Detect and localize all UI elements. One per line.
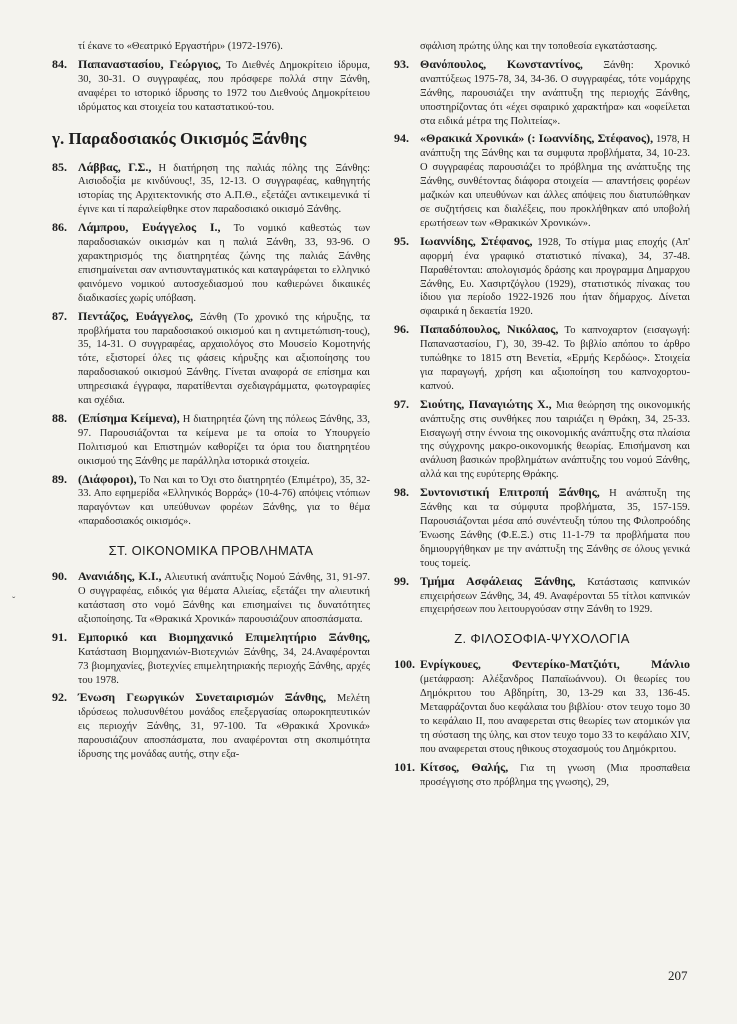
entry-number: 90. — [52, 569, 67, 584]
bib-entry-88 — [52, 412, 370, 469]
entry-text: Το Διεθνές Δημοκρίτειο ίδρυμα, 30, 30-31. Ο συγγραφέας, που πρόσφερε πολλά στην Ξάνθη, αναφέρει το ιστορικό ίδρυσης το 1972 του Διεθνούς Δημοκρίτειου ιδρύματος και στοιχεία του καταστατικού-του. — [78, 59, 370, 113]
bib-entry-95 — [394, 235, 690, 319]
entry-text: Το καπνοχαρτον (εισαγωγή: Παπαναστασίου, Γ), 30, 39-42. Το βιβλίο απόπου το άρθρο τυπώθηκε το 1815 στη Βενετία, «Ερμής Κερδώος». Στοιχεία για παραγωγή, χρήση και αξιοποίηση του καπνοχορτου-καπνού. — [420, 325, 690, 392]
bib-entry-98 — [394, 486, 690, 570]
bib-entry-94 — [394, 132, 690, 230]
entry-text: Η ανάπτυξη της Ξάνθης και τα σύμφυτα προβλήματα, 35, 157-159. Παρουσιάζονται μέσα από συνέντευξη τύπου της Φιλοπροόδης Ένωσης Ξάνθης (Φ.Ε.Ξ.) στις 11-1-79 τα προβλήματα που δημιουργήθηκαν με την ανάπτυξη της Ξάνθης σε όλους γενικά τους τομείς. — [420, 488, 690, 569]
entry-author: (Διάφοροι), — [78, 471, 137, 486]
continued-entry-text: τί έκανε το «Θεατρικό Εργαστήρι» (1972-1976). — [78, 41, 283, 52]
bib-entry-85 — [52, 161, 370, 218]
entry-author: Σιούτης, Παναγιώτης Χ., — [420, 396, 552, 411]
entry-number: 97. — [394, 396, 409, 411]
entry-number: 91. — [52, 629, 67, 644]
entry-author: Κίτσος, Θαλής, — [420, 759, 509, 774]
bib-entry-97 — [394, 398, 690, 482]
bib-entry-99 — [394, 575, 690, 618]
entry-text: Μελέτη ιδρύσεως πολυσυνθέτου μονάδος επεξεργασίας οπωροκηπευτικών εις περιοχήν Ξάνθης, 31, 97-100. Τα «Θρακικά Χρονικά» παρουσιάζουν αποσπάσματα, που αναφέρονται στη σκοπιμότητα ίδρυσης της μονάδας αυτής, στην εξα- — [78, 693, 370, 761]
bib-entry-86 — [52, 221, 370, 305]
entry-author: (Επίσημα Κείμενα), — [78, 410, 180, 425]
entry-text: Για τη γνωση (Μια προσπαθεια προσέγγισης στο πρόβλημα της γνωσης), 29, — [420, 762, 690, 788]
entry-author: Παπαδόπουλος, Νικόλαος, — [420, 322, 559, 337]
entry-author: Συντονιστική Επιτροπή Ξάνθης, — [420, 485, 600, 500]
page-number: 207 — [668, 968, 688, 983]
entry-number: 92. — [52, 690, 67, 705]
bib-entry-100 — [394, 658, 690, 756]
entry-number: 87. — [52, 308, 67, 323]
continued-entry-text: σφάλιση πρώτης ύλης και την τοποθεσία εγκατάστασης. — [420, 41, 658, 52]
entry-number: 100. — [394, 657, 415, 672]
entry-text: 1978, Η ανάπτυξη της Ξάνθης και τα συμφυτα προβλήματα, 34, 10-23. Ο συγγραφέας παρουσιάζει το πρόβλημα της ανάπτυξης της Ξάνθης, συνθέτοντας διάφορα στοιχεία — απαντήσεις φορέων μαζικών και υπευθύνων και άλλες απόψεις που διατυπώθηκαν σε συζητήσεις και διαλέξεις, που προκλήθηκαν από υποβολή ερωτήσεων των «Θρακικών Χρονικών». — [420, 134, 690, 229]
entry-number: 98. — [394, 485, 409, 500]
entry-author: Πεντάζος, Ευάγγελος, — [78, 308, 193, 323]
entry-author: «Θρακικά Χρονικά» (: Ιωαννίδης, Στέφανος), — [420, 131, 654, 146]
entry-author: Λάββας, Γ.Σ., — [78, 159, 152, 174]
entry-number: 84. — [52, 56, 67, 71]
bib-entry-101 — [394, 761, 690, 790]
entry-text: 1928, Το στίγμα μιας εποχής (Απ' αφορμή ένα γραφικό στατιστικό πίνακα), 34, 37-48. Παραθέτονται: απολογισμός δράσης και προγραμμα Δημαρχου Ξάνθης, Ευ. Χασιρτζόγλου (1929), στατιστικός πίνακας του ίδιου για περίοδο 1922-1926 που ήταν δήμαρχος. Δίνεται σφαιρικά η δεκαετία 1920. — [420, 236, 690, 318]
entry-number: 94. — [394, 131, 409, 146]
entry-author: Ανανιάδης, Κ.Ι., — [78, 569, 162, 584]
entry-number: 96. — [394, 322, 409, 337]
entry-text: Η διατηρητέα ζώνη της πόλεως Ξάνθης, 33, 97. Παρουσιάζονται τα κείμενα με τα οποία το Υπουργείο Πολιτισμού και Επιστημών καθορίζει τα όρια του διατηρητέου οικισμού της Ξάνθης με παράλληλα ιστορικά στοιχεία. — [78, 413, 370, 467]
entry-author: Παπαναστασίου, Γεώργιος, — [78, 56, 221, 71]
entry-text: Το Ναι και το Όχι στο διατηρητέο (Επιμέτρο), 35, 32-33. Απο εφημερίδα «Ελληνικός Βορράς» (10-4-76) απόψεις ντόπιων παραγόντων και υπεύθυνων φορέων Ξάνθης, για το θέμα «παραδοσιακός οικισμός». — [78, 474, 370, 528]
entry-number: 95. — [394, 233, 409, 248]
entry-number: 86. — [52, 220, 67, 235]
entry-author: Λάμπρου, Ευάγγελος Ι., — [78, 220, 221, 235]
entry-text: (μετάφραση: Αλέξανδρος Παπαϊωάννου). Οι θεωρίες του Δημόκριτου του Αβδηρίτη, 30, 13-29 και 33, 136-45. Μεταφράζονται δυο κεφάλαια του βιβλίου· στον τευχο τομο 30 το κεφάλαιο ΙΙ, που αναφερεται στις θεωρίες των ατομικών για τη σύσταση της ύλης, και στον τευχο τομο 33 το κεφάλαιο XIV, που αναφερεται στους ηθικους στοχασμούς του Δημόκριτου. — [420, 674, 690, 755]
entry-text: Κατάστασις καπνικών επιχειρήσεων Ξάνθης, 34, 49. Αναφέρονται 55 τίτλοι καπνικών επιχειρήσεων που λειτουργούσαν στην Ξάνθη το 1929. — [420, 576, 691, 616]
right-column — [394, 40, 690, 794]
entry-number: 101. — [394, 759, 415, 774]
entry-number: 99. — [394, 573, 409, 588]
entry-number: 88. — [52, 410, 67, 425]
entry-number: 93. — [394, 56, 409, 71]
bib-entry-84 — [52, 58, 370, 115]
bib-entry-89 — [52, 473, 370, 530]
entry-text: Ξάνθη: Χρονικό αναπτύξεως 1975-78, 34, 34-36. Ο συγγραφέας, τότε νομάρχης Ξάνθης, παρουσιάζει την ανάπτυξη της περιοχής Ξάνθης, υποστηρίζοντας ότι «έχει σφαιρικό χαρακτήρα» και «οφείλεται στα ειδικά μέτρα της Πολιτείας». — [420, 59, 690, 127]
entry-text: Μια θεώρηση της οικονομικής ανάπτυξης στις συνθήκες που ταιριάζει η Θράκη, 34, 25-33. Εισαγωγή στην έννοια της οικονομικής ανάπτυξης στα πλαίσια της σύγχρονης μακρο-οικονομικής θεωρίας. Επισήμανση και ανάλυση βασικών προβλημάτων ανάπτυξης του νομού Ξάνθης, αλλά και της ευρύτερης Θράκης. — [420, 399, 690, 481]
entry-author: Ιωαννίδης, Στέφανος, — [420, 233, 533, 248]
entry-author: Ενρίγκουες, Φεντερίκο-Ματζιότι, Μάνλιο — [420, 657, 690, 672]
entry-text: Η διατήρηση της παλιάς πόλης της Ξάνθης: Αισιοδοξία με κινδύνους!, 35, 12-13. Ο συγγραφέας, καθηγητής ιστορίας της Αρχιτεκτονικής στο Α.Π.Θ., εξετάζει αντικειμενικά τί έγινε και τί παραλείφθηκε στον παραδοσιακό οικισμό Ξάνθης. — [78, 162, 370, 216]
bib-entry-93 — [394, 58, 690, 129]
section-heading-g: γ. Παραδοσιακός Οικισμός Ξάνθης — [52, 128, 307, 148]
margin-mark: ˇ — [12, 596, 16, 607]
left-column — [52, 40, 370, 766]
section-heading-z: Ζ. ΦΙΛΟΣΟΦΙΑ-ΨΥΧΟΛΟΓΙΑ — [454, 631, 630, 647]
entry-author: Θανόπουλος, Κωνσταντίνος, — [420, 56, 583, 71]
entry-text: Ξάνθη (Το χρονικό της κήρυξης, τα προβλήματα του παραδοσιακού οικισμού και η αντιμετώπιση-τους), 35, 14-31. Ο συγγραφέας, αρχαιολόγος στο Μουσείο Κομοτηνής τότε, εξιστορεί όλες τις φάσεις κήρυξης και αξιοποίησης του παραδοσιακού οικισμού Ξάνθης. Γίνεται αναφορά σε επίσημα και υπηρεσιακά έγγραφα, παρατίθενται σχεδιαγράμματα, φωτογραφίες και σχέδια. — [78, 311, 370, 407]
entry-number: 85. — [52, 159, 67, 174]
entry-text: Κατάσταση Βιομηχανιών-Βιοτεχνιών Ξάνθης, 34, 24.Αναφέρονται 73 βιομηχανίες, βιοτεχνίες επιμελητηριακής περιοχής Ξάνθης, αρχές του 1978. — [78, 646, 370, 686]
entry-author: Τμήμα Ασφάλειας Ξάνθης, — [420, 573, 576, 588]
entry-author: Εμπορικό και Βιομηχανικό Επιμελητήριο Ξάνθης, — [78, 629, 370, 644]
entry-text: Το νομικό καθεστώς των παραδοσιακών οικισμών και η παλιά Ξάνθη, 33, 93-96. Ο χαρακτηρισμός της διατηρητέας ζώνης της παλιάς Ξάνθης επισημαίνεται σαν αντισυνταγματικός και καταγράφεται το ελληνικό φαινόμενο νομικού αυτοσχεδιασμού που καθιερώνει δικαιικές διαδικασίες χωρίς υπόβαση. — [78, 223, 370, 304]
bib-entry-96 — [394, 323, 690, 394]
entry-text: Αλιευτική ανάπτυξις Νομού Ξάνθης, 31, 91-97. Ο συγγραφέας, ειδικός για θέματα Αλιείας, εξετάζει την αλιευτική κατάσταση στο νομό Ξάνθης και επισημαίνει τις δυνατότητες αξιοποίησης. Τα «Θρακικά Χρονικά» παρουσιάζουν αποσπάσματα. — [78, 572, 370, 625]
entry-number: 89. — [52, 471, 67, 486]
bib-entry-87 — [52, 310, 370, 408]
entry-author: Ένωση Γεωργικών Συνεταιρισμών Ξάνθης, — [78, 690, 327, 705]
bib-entry-90 — [52, 570, 370, 627]
bib-entry-92 — [52, 691, 370, 762]
section-heading-st: ΣΤ. ΟΙΚΟΝΟΜΙΚΑ ΠΡΟΒΛΗΜΑΤΑ — [108, 543, 314, 559]
bib-entry-91 — [52, 631, 370, 688]
